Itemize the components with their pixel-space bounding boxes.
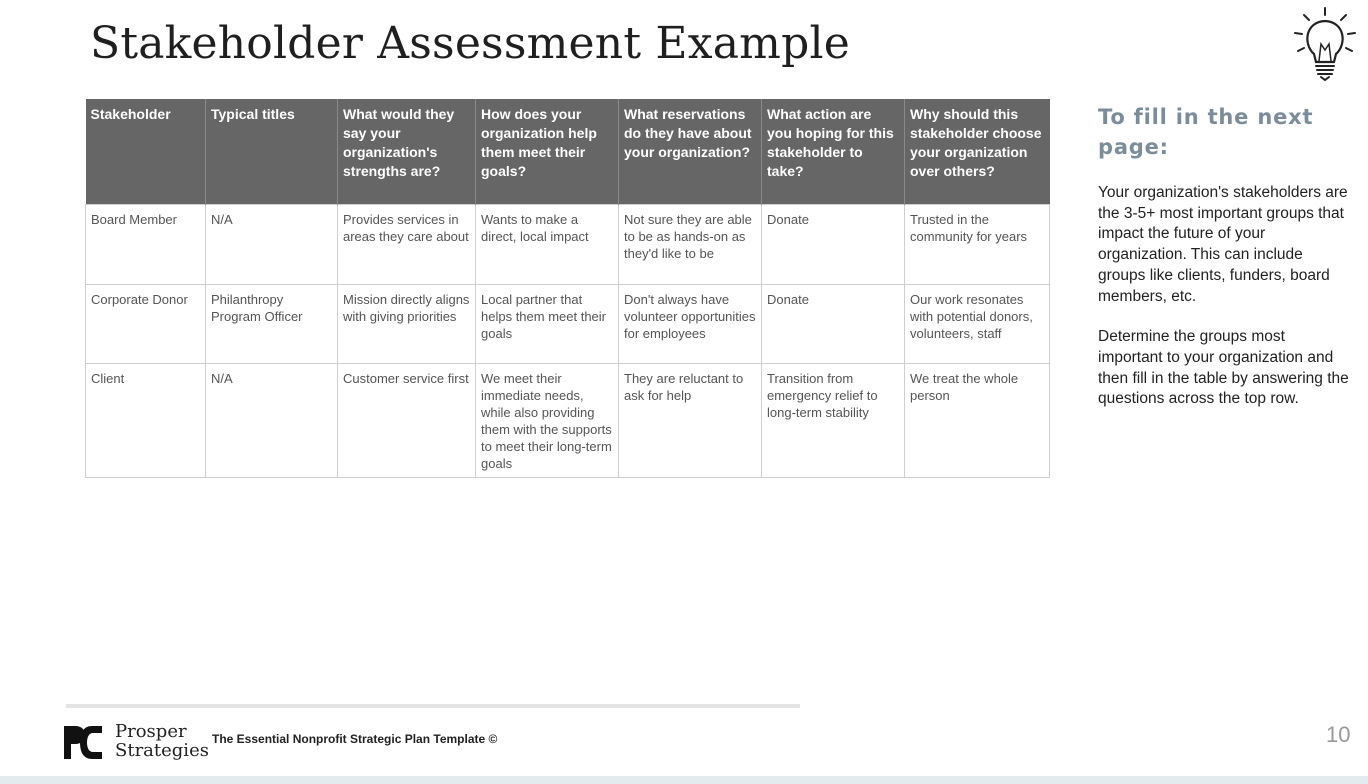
header-cell: What action are you hoping for this stakeholder to take?	[762, 99, 905, 204]
footer-divider	[66, 704, 800, 708]
instructions-paragraph: Determine the groups most important to your organization and then fill in the table by answering the questions across the top row.	[1098, 328, 1349, 408]
table-cell: Don't always have volunteer opportunities for employees	[619, 284, 762, 363]
prosper-logo-icon	[64, 726, 102, 759]
table-cell: They are reluctant to ask for help	[619, 363, 762, 477]
table-cell: We treat the whole person	[905, 363, 1050, 477]
page-title: Stakeholder Assessment Example	[90, 18, 850, 69]
page-number: 10	[1326, 722, 1351, 747]
table-cell: Customer service first	[338, 363, 476, 477]
footer-tagline: The Essential Nonprofit Strategic Plan Template ©	[212, 732, 498, 746]
table-cell: Mission directly aligns with giving priorities	[338, 284, 476, 363]
table-cell: N/A	[206, 363, 338, 477]
table-cell: Transition from emergency relief to long-term stability	[762, 363, 905, 477]
bottom-strip	[0, 776, 1368, 784]
logo-line: Prosper	[115, 721, 187, 742]
instructions-text	[1098, 183, 1350, 430]
header-cell: Why should this stakeholder choose your organization over others?	[905, 99, 1050, 204]
table-cell: Wants to make a direct, local impact	[476, 204, 619, 284]
instructions-paragraph: Your organization's stakeholders are the 3-5+ most important groups that impact the future of your organization. This can include groups like clients, funders, board members, etc.	[1098, 184, 1348, 305]
table-cell: Provides services in areas they care about	[338, 204, 476, 284]
header-cell: Stakeholder	[86, 99, 206, 204]
table-cell: Trusted in the community for years	[905, 204, 1050, 284]
header-cell: Typical titles	[206, 99, 338, 204]
table-cell: Philanthropy Program Officer	[206, 284, 338, 363]
table-cell: Client	[86, 363, 206, 477]
table-cell: Corporate Donor	[86, 284, 206, 363]
table-cell: Our work resonates with potential donors, volunteers, staff	[905, 284, 1050, 363]
lightbulb-icon	[1290, 6, 1360, 82]
header-cell: What would they say your organization's strengths are?	[338, 99, 476, 204]
logo-wordmark	[115, 722, 209, 760]
table-cell: Donate	[762, 284, 905, 363]
table-cell: Local partner that helps them meet their goals	[476, 284, 619, 363]
table-row	[86, 284, 1050, 363]
table-row	[86, 363, 1050, 477]
table-row	[86, 204, 1050, 284]
table-cell: Board Member	[86, 204, 206, 284]
header-cell: What reservations do they have about your organization?	[619, 99, 762, 204]
logo-line: Strategies	[115, 740, 209, 761]
table-cell: Donate	[762, 204, 905, 284]
stakeholder-table	[85, 99, 1050, 478]
table-header-row	[86, 99, 1050, 204]
instructions-heading: To fill in the next page:	[1098, 105, 1314, 159]
table-cell: Not sure they are able to be as hands-on as they'd like to be	[619, 204, 762, 284]
table-cell: N/A	[206, 204, 338, 284]
header-cell: How does your organization help them meet their goals?	[476, 99, 619, 204]
table-cell: We meet their immediate needs, while also providing them with the supports to meet their long-term goals	[476, 363, 619, 477]
